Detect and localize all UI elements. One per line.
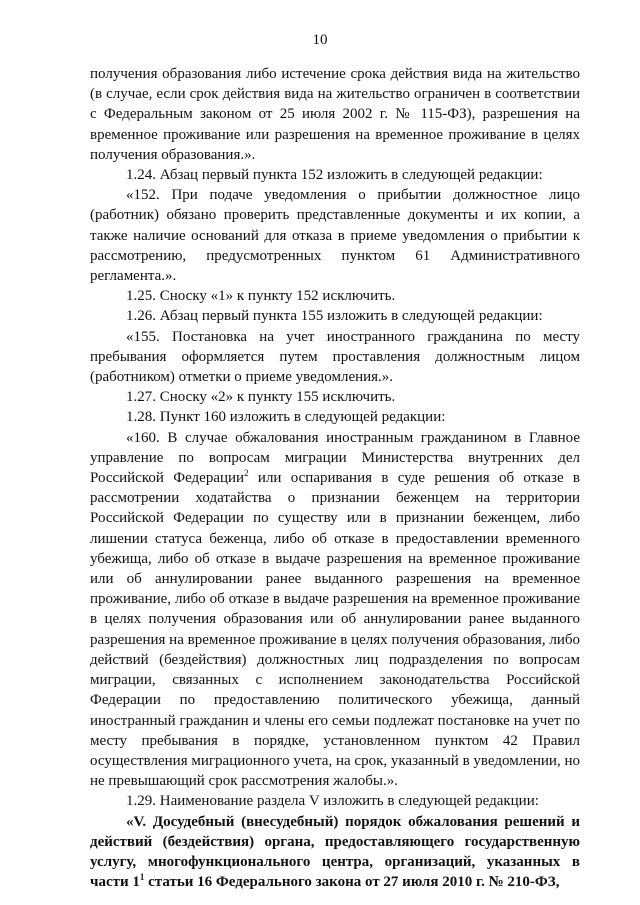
footnote-superscript: 2 — [244, 468, 249, 479]
paragraph-p-v — [90, 812, 580, 893]
paragraph-text: 1.28. Пункт 160 изложить в следующей редакции: — [126, 409, 446, 426]
paragraph-text-start: «V. Досудебный (внесудебный) порядок обжалования решений и действий (бездействия) органа, предоставляющего государственную услугу, многофункционального центра, организаций, указанных в части 1 — [90, 813, 580, 891]
paragraph-text: «152. При подаче уведомления о прибытии должностное лицо (работник) обязано проверить представленные документы и их копии, а также наличие оснований для отказа в приеме уведомления о прибытии к рассмотрению, предусмотренных пунктом 61 Административного регламента.». — [90, 187, 580, 285]
paragraph-text: 1.29. Наименование раздела V изложить в следующей редакции: — [126, 793, 539, 810]
paragraph-p-160 — [90, 428, 580, 792]
document-body — [90, 64, 580, 892]
paragraph-text: 1.25. Сноску «1» к пункту 152 исключить. — [126, 288, 396, 305]
paragraph-p-1-27 — [90, 387, 580, 407]
paragraph-text: статьи 16 Федерального закона от 27 июля 2010 г. № 210-ФЗ, — [144, 874, 560, 891]
page-number: 10 — [312, 32, 328, 48]
paragraph-text: получения образования либо истечение срока действия вида на жительство (в случае, если срок действия вида на жительство ограничен в соответствии с Федеральным законом от 25 июля 2002 г. № 115-ФЗ), разрешения на временное проживание или разрешения на временное проживание в целях получения образования.». — [90, 66, 580, 163]
paragraph-p-152 — [90, 185, 580, 286]
paragraph-p-1-28 — [90, 407, 580, 427]
paragraph-text: 1.24. Абзац первый пункта 152 изложить в следующей редакции: — [126, 167, 543, 184]
paragraph-p-1-25 — [90, 286, 580, 306]
paragraph-p-155 — [90, 327, 580, 388]
paragraph-text: «155. Постановка на учет иностранного гражданина по месту пребывания оформляется путем проставления должностным лицом (работником) отметки о приеме уведомления.». — [90, 328, 580, 386]
paragraph-text: или оспаривания в суде решения об отказе в рассмотрении ходатайства о признании беженцем на территории Российской Федерации по существу или в признании беженцем, либо лишении статуса беженца, либо об отказе в предоставлении временного убежища, либо об отказе в выдаче разрешения на временное проживание или об аннулировании ранее выданного разрешения на временное проживание, либо об отказе в выдаче разрешения на временное проживание в целях получения образования или об аннулировании ранее выданного разрешения на временное проживание в целях получения образования, либо действий (бездействия) должностных лиц подразделения по вопросам миграции, связанных с исполнением законодательства Российской Федерации по предоставлению политического убежища, данный иностранный гражданин и члены его семьи подлежат постановке на учет по месту пребывания в порядке, установленном пунктом 42 Правил осуществления миграционного учета, на срок, указанный в уведомлении, но не превышающий срок рассмотрения жалобы.». — [90, 470, 580, 790]
paragraph-text-start: «160. В случае обжалования иностранным гражданином в Главное управление по вопросам миграции Министерства внутренних дел Российской Федерации — [90, 429, 580, 487]
footnote-superscript: 1 — [139, 872, 145, 883]
paragraph-text: 1.26. Абзац первый пункта 155 изложить в следующей редакции: — [126, 308, 543, 325]
paragraph-p-1-29 — [90, 791, 580, 811]
paragraph-text: 1.27. Сноску «2» к пункту 155 исключить. — [126, 389, 396, 406]
paragraph-p-1-26 — [90, 306, 580, 326]
paragraph-p-cont — [90, 64, 580, 165]
paragraph-p-1-24 — [90, 165, 580, 185]
